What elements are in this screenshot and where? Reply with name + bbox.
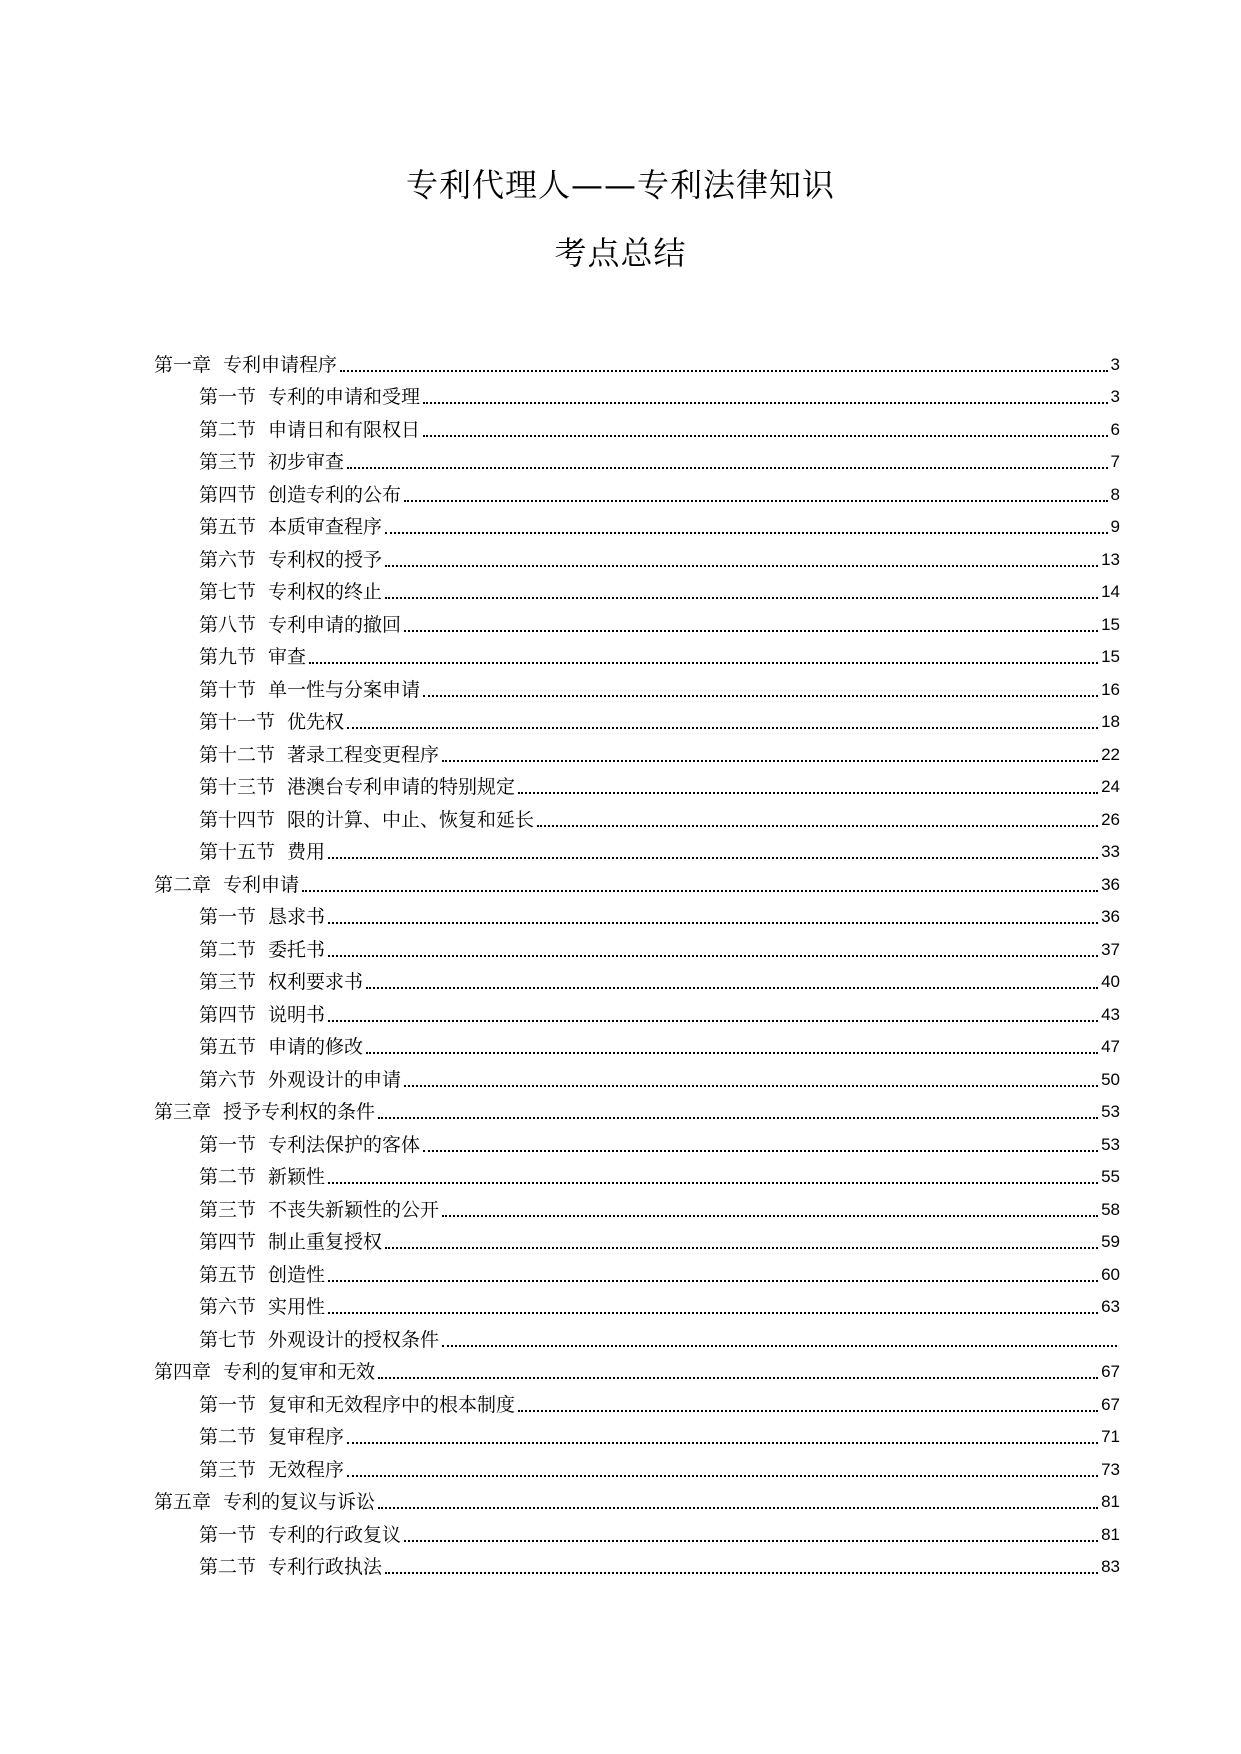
toc-page-number: 7 — [1110, 452, 1120, 471]
toc-entry-label: 本质审查程序 — [268, 516, 383, 538]
toc-entry-label: 权利要求书 — [268, 971, 364, 993]
toc-page-number: 18 — [1101, 712, 1120, 731]
toc-page-number: 53 — [1101, 1102, 1120, 1121]
toc-page-number: 3 — [1110, 387, 1120, 406]
toc-dot-leader — [328, 1182, 1098, 1184]
toc-dot-leader — [347, 1442, 1098, 1444]
toc-page-number: 67 — [1101, 1394, 1120, 1414]
toc-page-number: 71 — [1101, 1427, 1120, 1446]
toc-entry-label: 授予专利权的条件 — [223, 1101, 376, 1123]
toc-section-entry[interactable] — [154, 377, 1120, 410]
document-title: 专利代理人——专利法律知识 — [405, 166, 835, 204]
toc-entry-label: 新颖性 — [268, 1166, 326, 1188]
toc-entry-label: 创造专利的公布 — [268, 483, 402, 506]
toc-section-entry[interactable] — [154, 409, 1120, 442]
toc-page-number: 14 — [1101, 582, 1120, 601]
toc-chapter-entry[interactable] — [154, 1092, 1120, 1125]
toc-section-entry[interactable] — [154, 572, 1120, 605]
toc-page-number: 16 — [1101, 679, 1120, 699]
toc-entry-number: 第五节 — [199, 1263, 257, 1286]
toc-entry-label: 专利的复议与诉讼 — [223, 1491, 376, 1513]
toc-entry-label: 复审和无效程序中的根本制度 — [268, 1393, 516, 1416]
toc-entry-number: 第十一节 — [199, 711, 276, 733]
toc-entry-number: 第一节 — [199, 1393, 257, 1416]
toc-dot-leader — [328, 955, 1098, 957]
toc-page-number: 15 — [1101, 647, 1120, 666]
toc-page-number: 26 — [1101, 809, 1120, 829]
toc-entry-number: 第十三节 — [199, 776, 276, 798]
toc-entry-number: 第二节 — [199, 938, 257, 961]
toc-entry-number: 第八节 — [199, 613, 257, 636]
toc-page-number: 8 — [1110, 484, 1120, 504]
toc-section-entry[interactable] — [154, 702, 1120, 735]
toc-dot-leader — [518, 792, 1098, 794]
toc-entry-label: 外观设计的申请 — [268, 1068, 402, 1091]
toc-page-number: 36 — [1101, 907, 1120, 926]
toc-dot-leader — [404, 1540, 1098, 1542]
toc-dot-leader — [366, 987, 1098, 989]
toc-entry-label: 不丧失新颖性的公开 — [268, 1198, 440, 1221]
toc-entry-label: 著录工程变更程序 — [287, 743, 440, 766]
toc-entry-number: 第六节 — [199, 1068, 257, 1091]
toc-entry-label: 专利的申请和受理 — [268, 386, 421, 408]
toc-entry-number: 第七节 — [199, 581, 257, 603]
toc-section-entry[interactable] — [154, 734, 1120, 767]
toc-page-number: 63 — [1101, 1297, 1120, 1316]
toc-chapter-entry[interactable] — [154, 1352, 1120, 1385]
toc-page-number: 53 — [1101, 1134, 1120, 1154]
toc-dot-leader — [442, 760, 1098, 762]
toc-page-number: 33 — [1101, 842, 1120, 861]
toc-entry-label: 无效程序 — [268, 1458, 345, 1481]
toc-dot-leader — [404, 1085, 1098, 1087]
toc-section-entry[interactable] — [154, 897, 1120, 930]
toc-section-entry[interactable] — [154, 1449, 1120, 1482]
toc-entry-label: 专利申请的撤回 — [268, 613, 402, 636]
toc-section-entry[interactable] — [154, 962, 1120, 995]
toc-dot-leader — [347, 467, 1108, 469]
toc-section-entry[interactable] — [154, 1287, 1120, 1320]
toc-entry-label: 单一性与分案申请 — [268, 678, 421, 701]
toc-section-entry[interactable] — [154, 1319, 1120, 1352]
toc-section-entry[interactable] — [154, 1124, 1120, 1157]
toc-entry-number: 第三节 — [199, 971, 257, 993]
toc-section-entry[interactable] — [154, 799, 1120, 832]
toc-page-number: 58 — [1101, 1199, 1120, 1219]
toc-entry-number: 第六节 — [199, 548, 257, 571]
toc-entry-number: 第十二节 — [199, 743, 276, 766]
toc-section-entry[interactable] — [154, 1514, 1120, 1547]
toc-page-number: 47 — [1101, 1037, 1120, 1056]
toc-page-number: 59 — [1101, 1232, 1120, 1251]
toc-entry-number: 第一节 — [199, 1523, 257, 1546]
toc-section-entry[interactable] — [154, 1417, 1120, 1450]
toc-section-entry[interactable] — [154, 442, 1120, 475]
toc-entry-number: 第三节 — [199, 451, 257, 473]
toc-entry-label: 外观设计的授权条件 — [268, 1328, 440, 1351]
toc-page-number: 15 — [1101, 614, 1120, 634]
toc-chapter-entry[interactable] — [154, 1482, 1120, 1515]
toc-dot-leader — [340, 370, 1108, 372]
toc-entry-label: 委托书 — [268, 938, 326, 961]
toc-dot-leader — [347, 727, 1098, 729]
toc-dot-leader — [423, 435, 1108, 437]
toc-dot-leader — [302, 890, 1098, 892]
toc-entry-number: 第一章 — [154, 353, 212, 376]
toc-page-number: 9 — [1110, 517, 1120, 536]
toc-page-number: 73 — [1101, 1459, 1120, 1479]
table-of-contents — [154, 344, 1120, 1579]
toc-entry-number: 第三章 — [154, 1101, 212, 1123]
toc-entry-label: 专利权的授予 — [268, 548, 383, 571]
toc-entry-number: 第三节 — [199, 1198, 257, 1221]
toc-page-number: 81 — [1101, 1492, 1120, 1511]
toc-page-number: 37 — [1101, 939, 1120, 959]
toc-entry-label: 优先权 — [287, 711, 345, 733]
toc-page-number: 60 — [1101, 1264, 1120, 1284]
toc-dot-leader — [404, 500, 1108, 502]
toc-section-entry[interactable] — [154, 474, 1120, 507]
toc-dot-leader — [378, 1377, 1098, 1379]
toc-section-entry[interactable] — [154, 1189, 1120, 1222]
toc-page-number: 22 — [1101, 744, 1120, 764]
toc-chapter-entry[interactable] — [154, 344, 1120, 377]
document-subtitle: 考点总结 — [554, 234, 687, 272]
toc-section-entry[interactable] — [154, 1157, 1120, 1190]
toc-entry-label: 费用 — [287, 841, 326, 863]
toc-section-entry[interactable] — [154, 1059, 1120, 1092]
toc-entry-label: 申请日和有限权日 — [268, 418, 421, 441]
toc-dot-leader — [423, 402, 1108, 404]
toc-page-number: 81 — [1101, 1524, 1120, 1544]
toc-page-number: 24 — [1101, 777, 1120, 796]
toc-section-entry[interactable] — [154, 767, 1120, 800]
toc-dot-leader — [309, 662, 1098, 664]
toc-entry-label: 专利法保护的客体 — [268, 1133, 421, 1156]
toc-dot-leader — [347, 1475, 1098, 1477]
toc-dot-leader — [404, 630, 1098, 632]
toc-page-number: 55 — [1101, 1167, 1120, 1186]
toc-entry-number: 第五节 — [199, 1036, 257, 1058]
toc-section-entry[interactable] — [154, 1547, 1120, 1580]
toc-page-number: 6 — [1110, 419, 1120, 439]
toc-dot-leader — [385, 597, 1098, 599]
toc-entry-number: 第四节 — [199, 1003, 257, 1026]
toc-section-entry[interactable] — [154, 929, 1120, 962]
toc-entry-label: 专利的行政复议 — [268, 1523, 402, 1546]
toc-entry-label: 专利行政执法 — [268, 1556, 383, 1578]
toc-entry-number: 第六节 — [199, 1296, 257, 1318]
toc-entry-number: 第二节 — [199, 1426, 257, 1448]
toc-section-entry[interactable] — [154, 669, 1120, 702]
toc-entry-label: 审查 — [268, 646, 307, 668]
toc-page-number: 3 — [1110, 354, 1120, 374]
toc-entry-number: 第二节 — [199, 1556, 257, 1578]
toc-dot-leader — [537, 825, 1098, 827]
toc-entry-number: 第一节 — [199, 386, 257, 408]
toc-dot-leader — [366, 1052, 1098, 1054]
toc-entry-label: 恳求书 — [268, 906, 326, 928]
toc-entry-number: 第四章 — [154, 1361, 212, 1383]
toc-dot-leader — [442, 1215, 1098, 1217]
toc-dot-leader — [328, 1020, 1098, 1022]
toc-entry-label: 说明书 — [268, 1003, 326, 1026]
toc-dot-leader — [378, 1507, 1098, 1509]
toc-entry-number: 第十四节 — [199, 808, 276, 831]
toc-entry-number: 第九节 — [199, 646, 257, 668]
toc-entry-number: 第一节 — [199, 1133, 257, 1156]
toc-entry-label: 限的计算、中止、恢复和延长 — [287, 808, 535, 831]
toc-section-entry[interactable] — [154, 539, 1120, 572]
toc-page-number: 40 — [1101, 972, 1120, 991]
toc-entry-number: 第七节 — [199, 1328, 257, 1351]
toc-entry-number: 第十五节 — [199, 841, 276, 863]
toc-dot-leader — [385, 1572, 1098, 1574]
toc-section-entry[interactable] — [154, 1222, 1120, 1255]
toc-dot-leader — [378, 1117, 1098, 1119]
toc-dot-leader — [442, 1345, 1117, 1347]
toc-page-number: 50 — [1101, 1069, 1120, 1089]
toc-dot-leader — [328, 857, 1098, 859]
toc-entry-label: 制止重复授权 — [268, 1231, 383, 1253]
toc-entry-label: 专利申请程序 — [223, 353, 338, 376]
toc-entry-label: 专利权的终止 — [268, 581, 383, 603]
toc-dot-leader — [328, 922, 1098, 924]
toc-dot-leader — [518, 1410, 1098, 1412]
toc-page-number: 36 — [1101, 874, 1120, 894]
toc-entry-number: 第五节 — [199, 516, 257, 538]
toc-section-entry[interactable] — [154, 1254, 1120, 1287]
toc-section-entry[interactable] — [154, 1027, 1120, 1060]
toc-chapter-entry[interactable] — [154, 864, 1120, 897]
toc-dot-leader — [385, 565, 1098, 567]
toc-entry-number: 第四节 — [199, 1231, 257, 1253]
toc-entry-label: 专利申请 — [223, 873, 300, 896]
toc-section-entry[interactable] — [154, 1384, 1120, 1417]
toc-section-entry[interactable] — [154, 507, 1120, 540]
toc-entry-label: 申请的修改 — [268, 1036, 364, 1058]
toc-entry-number: 第十节 — [199, 678, 257, 701]
toc-entry-label: 实用性 — [268, 1296, 326, 1318]
toc-page-number: 43 — [1101, 1004, 1120, 1024]
toc-dot-leader — [328, 1312, 1098, 1314]
toc-entry-label: 创造性 — [268, 1263, 326, 1286]
toc-entry-number: 第二节 — [199, 418, 257, 441]
toc-entry-number: 第四节 — [199, 483, 257, 506]
toc-section-entry[interactable] — [154, 604, 1120, 637]
toc-dot-leader — [385, 532, 1108, 534]
toc-section-entry[interactable] — [154, 637, 1120, 670]
toc-dot-leader — [423, 695, 1098, 697]
toc-entry-number: 第一节 — [199, 906, 257, 928]
toc-dot-leader — [385, 1247, 1098, 1249]
toc-page-number: 13 — [1101, 549, 1120, 569]
toc-entry-label: 复审程序 — [268, 1426, 345, 1448]
toc-entry-number: 第二章 — [154, 873, 212, 896]
toc-page-number: 67 — [1101, 1362, 1120, 1381]
toc-entry-label: 港澳台专利申请的特别规定 — [287, 776, 516, 798]
toc-entry-number: 第五章 — [154, 1491, 212, 1513]
toc-section-entry[interactable] — [154, 994, 1120, 1027]
toc-dot-leader — [423, 1150, 1098, 1152]
toc-entry-label: 初步审查 — [268, 451, 345, 473]
toc-section-entry[interactable] — [154, 832, 1120, 865]
toc-entry-number: 第二节 — [199, 1166, 257, 1188]
toc-dot-leader — [328, 1280, 1098, 1282]
toc-page-number: 83 — [1101, 1557, 1120, 1576]
toc-entry-number: 第三节 — [199, 1458, 257, 1481]
toc-entry-label: 专利的复审和无效 — [223, 1361, 376, 1383]
